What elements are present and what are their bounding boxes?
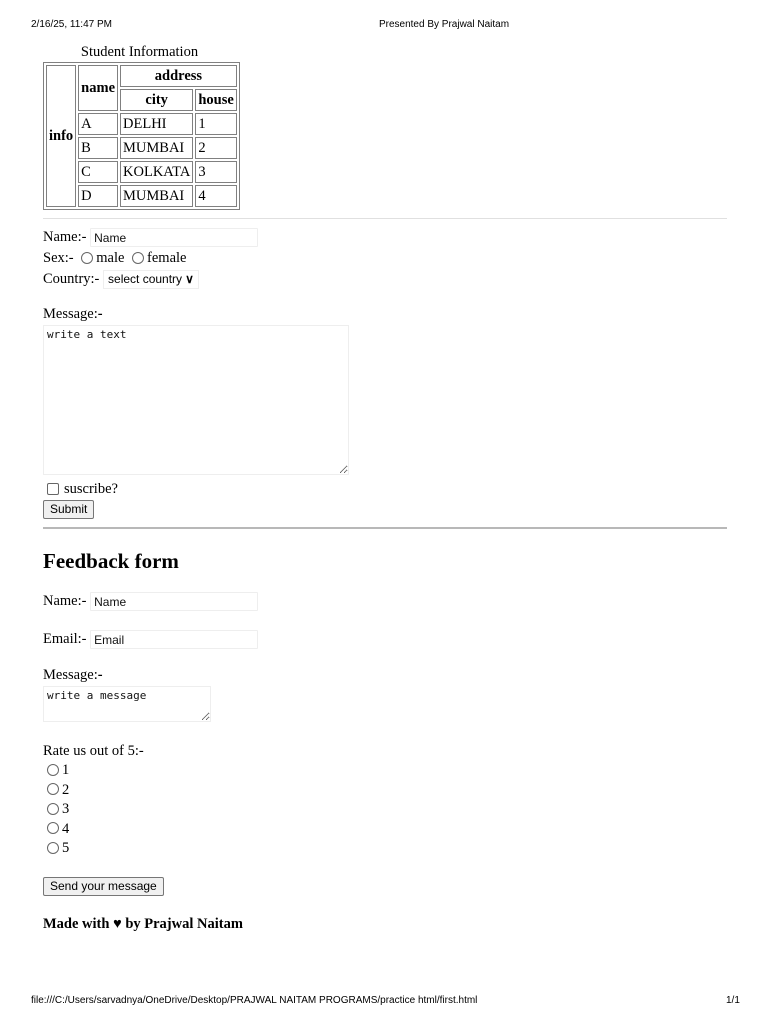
fb-email-label: Email:-: [43, 631, 87, 647]
rate-2-label: 2: [62, 781, 70, 798]
fb-name-input[interactable]: [90, 592, 258, 611]
fb-message-label-row: [43, 665, 727, 686]
cell-house: 4: [195, 185, 236, 207]
rate-option: [43, 781, 727, 801]
fb-name-label: Name:-: [43, 593, 87, 609]
name-input[interactable]: [90, 228, 258, 247]
female-label: female: [147, 250, 187, 266]
subscribe-checkbox[interactable]: [47, 483, 59, 495]
rate-option: [43, 820, 727, 840]
rate-3-radio[interactable]: [47, 803, 59, 815]
cell-name: B: [78, 137, 118, 159]
rate-label: Rate us out of 5:-: [43, 743, 144, 759]
rate-option: [43, 800, 727, 820]
rate-5-label: 5: [62, 840, 70, 856]
rate-option: [43, 839, 727, 859]
sex-label: Sex:-: [43, 250, 74, 266]
fb-message-label-suffix: -: [97, 667, 103, 683]
house-header: house: [195, 89, 236, 111]
rate-5-radio[interactable]: [47, 842, 59, 854]
country-selected: select country: [108, 272, 183, 287]
print-file-path: file:///C:/Users/sarvadnya/OneDrive/Desktop/PRAJWAL NAITAM PROGRAMS/practice html/first.html: [31, 995, 478, 1006]
cell-name: A: [78, 113, 118, 135]
divider: [43, 218, 727, 219]
fb-message-label: Message:: [43, 667, 98, 683]
rate-4-label: 4: [62, 820, 70, 837]
cell-house: 1: [195, 113, 236, 135]
student-table: [43, 62, 240, 210]
cell-name: D: [78, 185, 118, 207]
subscribe-row: [43, 479, 727, 500]
country-select[interactable]: [103, 270, 199, 289]
sex-row: [43, 248, 727, 269]
name-header: name: [78, 65, 118, 111]
cell-house: 2: [195, 137, 236, 159]
page-content: [43, 44, 727, 933]
message-textarea[interactable]: [43, 325, 349, 475]
female-radio[interactable]: [132, 252, 144, 264]
cell-city: MUMBAI: [120, 137, 193, 159]
rate-1-label: 1: [62, 762, 70, 778]
male-radio[interactable]: [81, 252, 93, 264]
print-title: Presented By Prajwal Naitam: [378, 19, 510, 30]
made-with-credit: Made with ♥ by Prajwal Naitam: [43, 915, 243, 932]
print-datetime: 2/16/25, 11:47 PM: [31, 19, 112, 30]
name-label: Name:-: [43, 229, 87, 245]
cell-city: DELHI: [120, 113, 193, 135]
cell-city: KOLKATA: [120, 161, 193, 183]
chevron-down-icon: ∨: [185, 272, 194, 287]
cell-city: MUMBAI: [120, 185, 193, 207]
info-header: info: [46, 65, 76, 207]
fb-email-input[interactable]: [90, 630, 258, 649]
cell-house: 3: [195, 161, 236, 183]
cell-name: C: [78, 161, 118, 183]
rate-2-radio[interactable]: [47, 783, 59, 795]
fb-email-row: [43, 629, 727, 650]
message-label-row: [43, 304, 727, 325]
name-row: [43, 227, 727, 248]
subscribe-label: suscribe?: [64, 481, 118, 497]
country-row: [43, 269, 727, 290]
rate-4-radio[interactable]: [47, 822, 59, 834]
male-label: male: [96, 250, 125, 266]
city-header: city: [120, 89, 193, 111]
message-label: Message:: [43, 306, 98, 322]
rate-option: [43, 761, 727, 781]
country-label: Country:-: [43, 271, 100, 287]
address-header: address: [120, 65, 237, 87]
feedback-heading: Feedback form: [43, 549, 179, 573]
table-caption: Student Information: [80, 44, 199, 60]
submit-button[interactable]: Submit: [43, 500, 94, 519]
rate-3-label: 3: [62, 801, 70, 817]
fb-name-row: [43, 591, 727, 612]
fb-message-textarea[interactable]: [43, 686, 211, 722]
section-divider: [43, 527, 727, 529]
rate-1-radio[interactable]: [47, 764, 59, 776]
send-message-button[interactable]: Send your message: [43, 877, 164, 896]
message-label-suffix: -: [97, 306, 103, 322]
print-page-number: 1/1: [726, 995, 740, 1006]
